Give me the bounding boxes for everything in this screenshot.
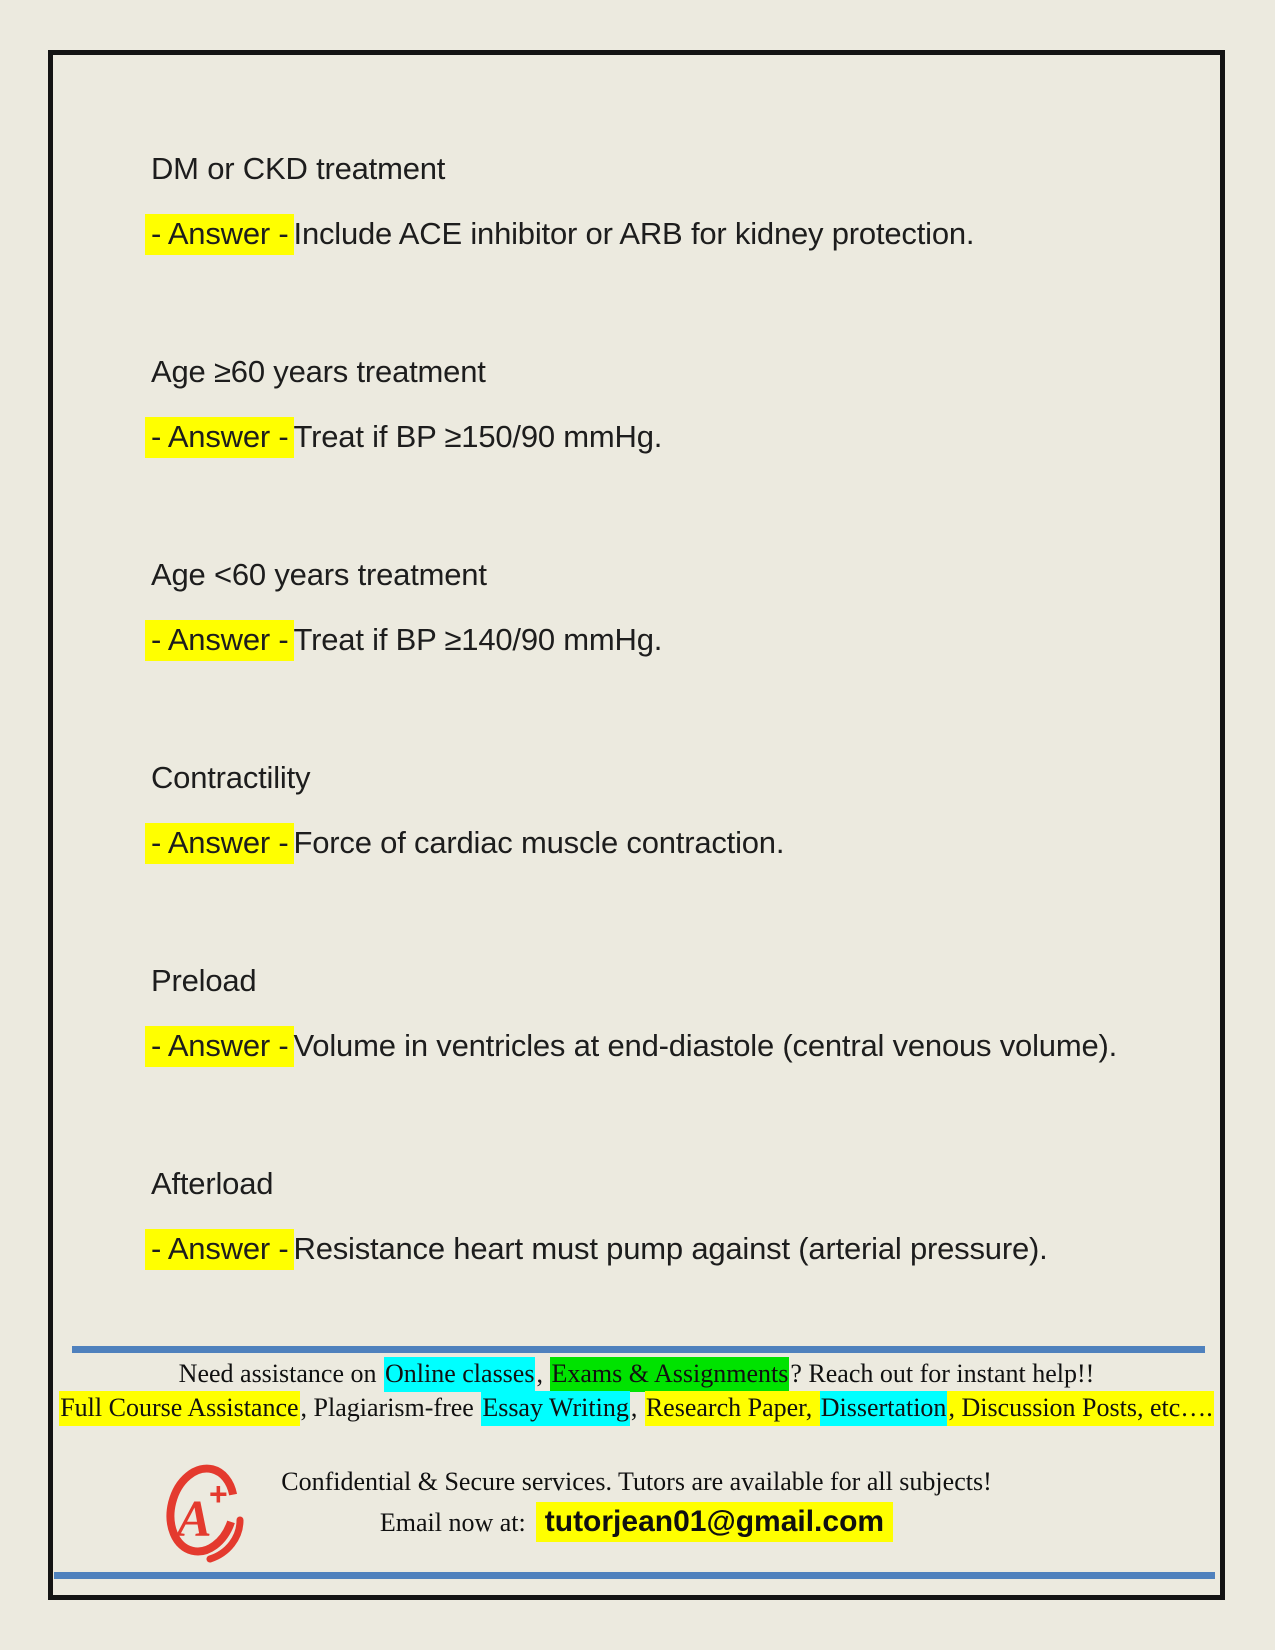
answer-label: - Answer - bbox=[145, 1026, 294, 1067]
promo-segment: , Discussion Posts, etc…. bbox=[947, 1391, 1213, 1426]
answer-label: - Answer - bbox=[145, 214, 294, 255]
contact-email-line bbox=[48, 1506, 1225, 1539]
promo-segment: Need assistance on bbox=[178, 1359, 383, 1388]
flashcard bbox=[151, 759, 1165, 865]
flashcard-answer bbox=[151, 415, 1165, 459]
flashcard-term: Afterload bbox=[151, 1166, 274, 1201]
answer-text: Volume in ventricles at end-diastole (central venous volume). bbox=[293, 1028, 1118, 1063]
flashcard bbox=[151, 556, 1165, 662]
promo-segment: , bbox=[630, 1393, 644, 1422]
promo-segment: ? Reach out for instant help!! bbox=[790, 1359, 1095, 1388]
promo-segment: Essay Writing bbox=[481, 1391, 630, 1426]
logo-letter: A bbox=[177, 1491, 212, 1548]
flashcard-answer bbox=[151, 212, 1165, 256]
logo-plus: + bbox=[209, 1476, 228, 1512]
flashcard-term: Age <60 years treatment bbox=[151, 557, 487, 592]
answer-text: Include ACE inhibitor or ARB for kidney protection. bbox=[293, 216, 975, 251]
promo-line-2 bbox=[48, 1391, 1225, 1424]
answer-text: Force of cardiac muscle contraction. bbox=[293, 825, 785, 860]
answer-text: Resistance heart must pump against (arterial pressure). bbox=[293, 1231, 1048, 1266]
flashcard-answer bbox=[151, 821, 1165, 865]
flashcard-answer bbox=[151, 618, 1165, 662]
flashcard-answer bbox=[151, 1024, 1165, 1068]
promo-segment: , Plagiarism-free bbox=[300, 1393, 481, 1422]
answer-text: Treat if BP ≥150/90 mmHg. bbox=[293, 419, 663, 454]
top-divider-rule bbox=[72, 1346, 1205, 1353]
flashcard bbox=[151, 1165, 1165, 1271]
flashcard-term: DM or CKD treatment bbox=[151, 151, 446, 186]
promo-line-1 bbox=[48, 1357, 1225, 1390]
flashcard-term: Preload bbox=[151, 963, 257, 998]
promo-segment: Exams & Assignments bbox=[550, 1357, 789, 1392]
promo-segment: Online classes bbox=[384, 1357, 535, 1392]
flashcard-term: Contractility bbox=[151, 760, 311, 795]
flashcard-term: Age ≥60 years treatment bbox=[151, 354, 486, 389]
flashcard-answer bbox=[151, 1227, 1165, 1271]
answer-label: - Answer - bbox=[145, 620, 294, 661]
promo-segment: Research Paper, bbox=[645, 1391, 820, 1426]
flashcard bbox=[151, 353, 1165, 459]
answer-label: - Answer - bbox=[145, 823, 294, 864]
answer-label: - Answer - bbox=[145, 417, 294, 458]
answer-text: Treat if BP ≥140/90 mmHg. bbox=[293, 622, 663, 657]
bottom-divider-rule bbox=[54, 1572, 1215, 1579]
promo-segment: Dissertation bbox=[820, 1391, 948, 1426]
flashcard-list bbox=[151, 150, 1165, 1368]
promo-segment: Full Course Assistance bbox=[59, 1391, 299, 1426]
answer-label: - Answer - bbox=[145, 1229, 294, 1270]
flashcard bbox=[151, 962, 1165, 1068]
email-prefix-label: Email now at: bbox=[379, 1508, 526, 1537]
flashcard bbox=[151, 150, 1165, 256]
contact-tagline: Confidential & Secure services. Tutors are available for all subjects! bbox=[281, 1467, 992, 1496]
email-address: tutorjean01@gmail.com bbox=[536, 1502, 893, 1542]
promo-segment: , bbox=[536, 1359, 550, 1388]
